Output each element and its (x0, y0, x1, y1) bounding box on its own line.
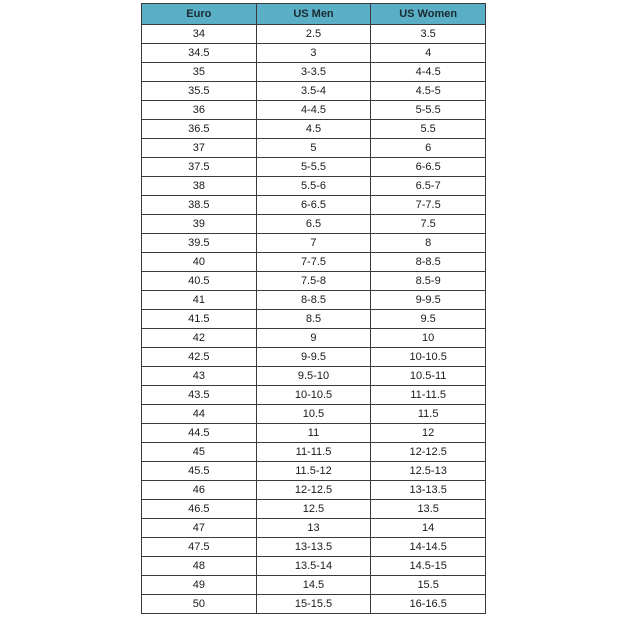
cell-us-women: 13.5 (371, 500, 486, 519)
table-row (142, 481, 486, 500)
cell-euro: 44 (142, 405, 257, 424)
cell-us-men: 6-6.5 (256, 196, 371, 215)
cell-us-women: 6.5-7 (371, 177, 486, 196)
cell-us-women: 4-4.5 (371, 63, 486, 82)
cell-us-men: 14.5 (256, 576, 371, 595)
cell-euro: 36.5 (142, 120, 257, 139)
cell-us-men: 10-10.5 (256, 386, 371, 405)
cell-us-women: 13-13.5 (371, 481, 486, 500)
cell-us-men: 10.5 (256, 405, 371, 424)
cell-us-women: 15.5 (371, 576, 486, 595)
cell-euro: 46 (142, 481, 257, 500)
cell-euro: 50 (142, 595, 257, 614)
cell-euro: 35 (142, 63, 257, 82)
table-row (142, 272, 486, 291)
table-row (142, 44, 486, 63)
cell-euro: 49 (142, 576, 257, 595)
table-row (142, 63, 486, 82)
cell-us-women: 9-9.5 (371, 291, 486, 310)
cell-us-men: 5.5-6 (256, 177, 371, 196)
table-row (142, 595, 486, 614)
cell-us-men: 11 (256, 424, 371, 443)
cell-euro: 37.5 (142, 158, 257, 177)
table-row (142, 538, 486, 557)
cell-us-men: 8-8.5 (256, 291, 371, 310)
cell-us-men: 4.5 (256, 120, 371, 139)
cell-us-women: 8 (371, 234, 486, 253)
table-row (142, 557, 486, 576)
table-row (142, 348, 486, 367)
cell-us-women: 10.5-11 (371, 367, 486, 386)
table-row (142, 215, 486, 234)
table-row (142, 101, 486, 120)
cell-euro: 34 (142, 25, 257, 44)
cell-us-men: 7-7.5 (256, 253, 371, 272)
cell-euro: 44.5 (142, 424, 257, 443)
table-header (142, 4, 486, 25)
cell-euro: 40.5 (142, 272, 257, 291)
cell-us-men: 4-4.5 (256, 101, 371, 120)
cell-euro: 45 (142, 443, 257, 462)
table-row (142, 253, 486, 272)
cell-us-men: 5 (256, 139, 371, 158)
cell-us-men: 7.5-8 (256, 272, 371, 291)
cell-us-men: 9.5-10 (256, 367, 371, 386)
table-row (142, 367, 486, 386)
table-row (142, 500, 486, 519)
table-row (142, 234, 486, 253)
cell-us-men: 7 (256, 234, 371, 253)
cell-us-women: 5.5 (371, 120, 486, 139)
cell-euro: 36 (142, 101, 257, 120)
table-row (142, 196, 486, 215)
cell-us-women: 14-14.5 (371, 538, 486, 557)
header-us-men: US Men (256, 4, 371, 25)
table-row (142, 82, 486, 101)
table-row (142, 310, 486, 329)
table-row (142, 424, 486, 443)
table-row (142, 177, 486, 196)
table-row (142, 576, 486, 595)
cell-euro: 48 (142, 557, 257, 576)
cell-us-women: 14.5-15 (371, 557, 486, 576)
cell-us-women: 5-5.5 (371, 101, 486, 120)
table-body (142, 25, 486, 614)
cell-us-men: 9 (256, 329, 371, 348)
table-row (142, 329, 486, 348)
cell-us-women: 7.5 (371, 215, 486, 234)
cell-us-men: 13.5-14 (256, 557, 371, 576)
cell-euro: 43.5 (142, 386, 257, 405)
cell-euro: 42.5 (142, 348, 257, 367)
cell-us-men: 3-3.5 (256, 63, 371, 82)
cell-us-men: 2.5 (256, 25, 371, 44)
cell-euro: 41.5 (142, 310, 257, 329)
cell-us-women: 11.5 (371, 405, 486, 424)
cell-euro: 39.5 (142, 234, 257, 253)
header-us-women: US Women (371, 4, 486, 25)
table-row (142, 386, 486, 405)
cell-euro: 39 (142, 215, 257, 234)
cell-us-women: 7-7.5 (371, 196, 486, 215)
cell-us-women: 12 (371, 424, 486, 443)
cell-us-women: 10-10.5 (371, 348, 486, 367)
table-row (142, 519, 486, 538)
cell-us-women: 12-12.5 (371, 443, 486, 462)
cell-us-men: 9-9.5 (256, 348, 371, 367)
cell-euro: 41 (142, 291, 257, 310)
cell-euro: 47 (142, 519, 257, 538)
cell-us-women: 6 (371, 139, 486, 158)
table-row (142, 139, 486, 158)
cell-us-men: 8.5 (256, 310, 371, 329)
cell-us-women: 8-8.5 (371, 253, 486, 272)
table-row (142, 25, 486, 44)
cell-us-men: 12.5 (256, 500, 371, 519)
header-row (142, 4, 486, 25)
cell-us-men: 5-5.5 (256, 158, 371, 177)
cell-euro: 47.5 (142, 538, 257, 557)
header-euro: Euro (142, 4, 257, 25)
cell-us-men: 12-12.5 (256, 481, 371, 500)
cell-us-men: 11.5-12 (256, 462, 371, 481)
cell-euro: 40 (142, 253, 257, 272)
cell-us-women: 10 (371, 329, 486, 348)
cell-us-men: 15-15.5 (256, 595, 371, 614)
cell-us-women: 4 (371, 44, 486, 63)
table-row (142, 120, 486, 139)
table-row (142, 443, 486, 462)
cell-euro: 38.5 (142, 196, 257, 215)
cell-us-men: 3.5-4 (256, 82, 371, 101)
cell-us-women: 3.5 (371, 25, 486, 44)
cell-euro: 46.5 (142, 500, 257, 519)
cell-us-women: 14 (371, 519, 486, 538)
cell-us-men: 6.5 (256, 215, 371, 234)
cell-euro: 43 (142, 367, 257, 386)
cell-us-women: 4.5-5 (371, 82, 486, 101)
cell-us-women: 9.5 (371, 310, 486, 329)
cell-us-men: 13 (256, 519, 371, 538)
table-row (142, 291, 486, 310)
cell-us-men: 3 (256, 44, 371, 63)
cell-euro: 38 (142, 177, 257, 196)
cell-us-women: 8.5-9 (371, 272, 486, 291)
cell-us-women: 11-11.5 (371, 386, 486, 405)
size-conversion-table (141, 3, 486, 614)
table-row (142, 462, 486, 481)
cell-euro: 45.5 (142, 462, 257, 481)
cell-euro: 34.5 (142, 44, 257, 63)
cell-euro: 35.5 (142, 82, 257, 101)
cell-euro: 42 (142, 329, 257, 348)
table-row (142, 405, 486, 424)
cell-us-women: 12.5-13 (371, 462, 486, 481)
table-row (142, 158, 486, 177)
cell-us-women: 6-6.5 (371, 158, 486, 177)
cell-us-men: 11-11.5 (256, 443, 371, 462)
cell-us-men: 13-13.5 (256, 538, 371, 557)
cell-euro: 37 (142, 139, 257, 158)
cell-us-women: 16-16.5 (371, 595, 486, 614)
